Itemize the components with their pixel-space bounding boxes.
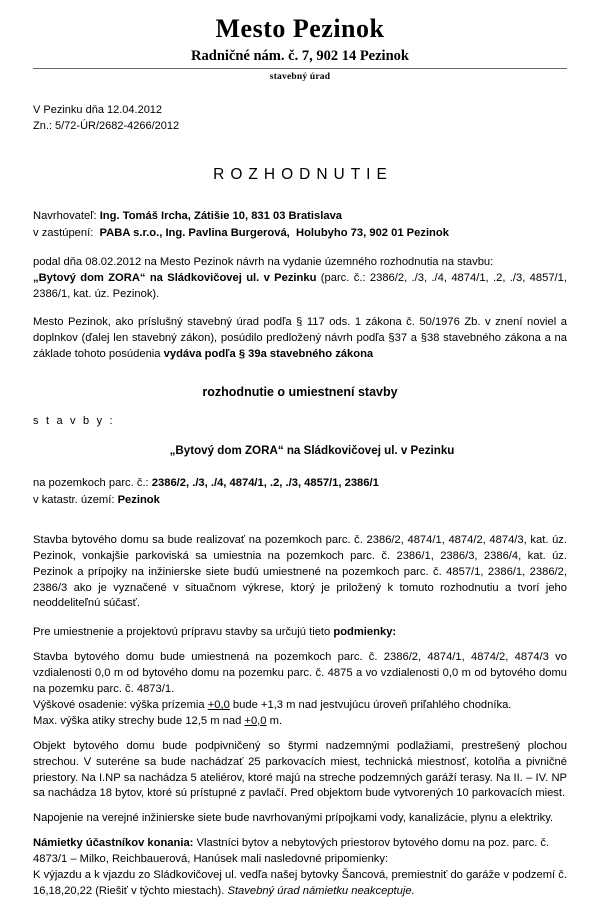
spacer <box>33 827 567 836</box>
elevation-block <box>33 698 567 730</box>
elevation-ground-b: bude +1,3 m nad jestvujúcu úroveň priľahlého chodníka. <box>229 698 512 711</box>
elevation-line-ground <box>33 698 567 714</box>
cadastre-row <box>33 492 567 509</box>
objections-label: Námietky účastníkov konania: <box>33 837 194 850</box>
elevation-line-attic <box>33 714 567 730</box>
parcels-row <box>33 475 567 492</box>
submission-project-line <box>33 271 567 303</box>
reference-number: Zn.: 5/72-ÚR/2682-4266/2012 <box>33 120 180 133</box>
elevation-ground-a: Výškové osadenie: výška prízemia <box>33 698 208 711</box>
objection-ruling: Stavebný úrad námietku neakceptuje. <box>227 885 415 897</box>
conditions-intro <box>33 625 567 641</box>
spacer <box>33 302 567 315</box>
parcels-label: na pozemkoch parc. č.: <box>33 477 152 490</box>
organization-address: Radničné nám. č. 7, 902 14 Pezinok <box>191 47 409 64</box>
objections-paragraph <box>33 836 567 868</box>
representative-value: PABA s.r.o., Ing. Pavlina Burgerová, Holubyho 73, 902 01 Pezinok <box>99 226 449 239</box>
decision-heading: rozhodnutie o umiestnení stavby <box>202 385 398 400</box>
elevation-attic-datum: +0,0 <box>244 714 267 727</box>
place-and-date: V Pezinku dňa 12.04.2012 <box>33 104 163 117</box>
decision-parcels-block <box>33 457 567 509</box>
objection-text: K výjazdu a k vjazdu zo Sládkovičovej ul. vedľa našej bytovky Šancová, premiestniť do garáže v podzemí č. 16,18,20,22 (Riešiť v týchto miestach). <box>33 869 567 897</box>
page-title: ROZHODNUTIE <box>213 166 393 184</box>
elevation-attic-b: m. <box>266 714 283 727</box>
legal-basis-issues: vydáva podľa § 39a stavebného zákona <box>163 348 374 361</box>
applicant-value: Ing. Tomáš Ircha, Zátišie 10, 831 03 Bratislava <box>99 210 343 223</box>
conditions-intro-text: Pre umiestnenie a projektovú prípravu stavby sa určujú tieto <box>33 626 334 639</box>
parties-block <box>33 208 567 242</box>
cadastre-label: v katastr. území: <box>33 493 118 506</box>
organization-name: Mesto Pezinok <box>215 14 385 43</box>
conditions-keyword: podmienky: <box>333 626 397 639</box>
spacer <box>33 184 567 208</box>
spacer <box>33 730 567 739</box>
building-description-paragraph: Objekt bytového domu bude podpivničený so štyrmi nadzemnými podlažiami, prestrešený plochou strechou. V suteréne sa bude nachádzať 25 parkovacích miest, technická miestnosť, kotolňa a pivničné priestory. Na I.NP sa nachádza 5 ateliérov, ktoré majú na streche podzemných garáží terasy. Na II. – IV. NP sa nachádza 18 bytov, ktoré sú prístupné z pavlačí. Pred objektom bude vytvorených 10 parkovacích miest. <box>33 739 567 800</box>
submission-paragraph <box>33 255 567 303</box>
objection-detail-paragraph <box>33 868 567 900</box>
applicant-label: Navrhovateľ: <box>33 210 97 223</box>
spacer <box>33 242 567 255</box>
legal-basis-text: Mesto Pezinok, ako príslušný stavebný úrad podľa § 117 ods. 1 zákona č. 50/1976 Zb. v znení noviel a doplnkov (ďalej len stavebný zákon), posúdilo predložený návrh podľa §37 a §38 stavebného zákona a na základe tohoto posúdenia <box>33 316 567 361</box>
decision-subject: „Bytový dom ZORA“ na Sládkovičovej ul. v Pezinku <box>169 444 455 458</box>
submission-parcels: (parc. č.: 2386/2, ./3, ./4, 4874/1, .2, ./3, 4857/1, 2386/1, kat. úz. Pezinok). <box>33 271 567 300</box>
construction-paragraph: Stavba bytového domu sa bude realizovať na pozemkoch parc. č. 2386/2, 4874/1, 4874/2, 4874/3, kat. úz. Pezinok, vonkajšie parkoviská sa umiestnia na pozemkoch parc. č. 2386/1, 2386/3, 2386/4, kat. úz. Pezinok a prípojky na inžinierske siete budú umiestnené na pozemkoch parc. č. 4857/1, 2386/1, 2386/2, 2386/3 ako je vyznačené v situačnom výkrese, ktorý je priložený k tomuto rozhodnutiu a tvorí jeho neoddeliteľnú súčasť. <box>33 533 567 610</box>
letterhead <box>33 0 567 82</box>
elevation-attic-a: Max. výška atiky strechy bude 12,5 m nad <box>33 714 245 727</box>
legal-basis-paragraph <box>33 315 567 363</box>
spacer <box>33 612 567 625</box>
cadastre-value: Pezinok <box>117 493 160 506</box>
spacer <box>33 641 567 650</box>
document-meta <box>33 82 567 135</box>
placement-paragraph: Stavba bytového domu bude umiestnená na pozemkoch parc. č. 2386/2, 4874/1, 4874/2, 4874/3 vo vzdialenosti 0,0 m od bytového domu na pozemku parc. č. 4875 a vo vzdialenosti 0,0 m od bytového domu na pozemku parc. č. 4873/1. <box>33 651 567 696</box>
structure-label: s t a v b y : <box>33 415 115 428</box>
project-name: „Bytový dom ZORA“ na Sládkovičovej ul. v Pezinku <box>33 271 317 284</box>
submission-line <box>33 255 567 271</box>
representative-row <box>33 225 567 242</box>
utilities-paragraph: Napojenie na verejné inžinierske siete bude navrhovanými prípojkami vody, kanalizácie, plynu a elektriky. <box>33 812 554 825</box>
elevation-ground-datum: +0,0 <box>207 698 230 711</box>
spacer <box>33 802 567 811</box>
parcels-value: 2386/2, ./3, ./4, 4874/1, .2, ./3, 4857/1, 2386/1 <box>151 477 379 490</box>
submission-text: podal dňa 08.02.2012 na Mesto Pezinok návrh na vydanie územného rozhodnutia na stavbu: <box>33 255 494 268</box>
applicant-row <box>33 208 567 225</box>
spacer <box>33 509 567 533</box>
department-name: stavebný úrad <box>269 72 331 83</box>
objections-intro: Vlastníci bytov a nebytových priestorov bytového domu na poz. parc. č. 4873/1 – Milko, Reichbauerová, Hanúsek mali nasledovné pripomienky: <box>33 837 550 866</box>
representative-label: v zastúpení: <box>33 226 94 239</box>
